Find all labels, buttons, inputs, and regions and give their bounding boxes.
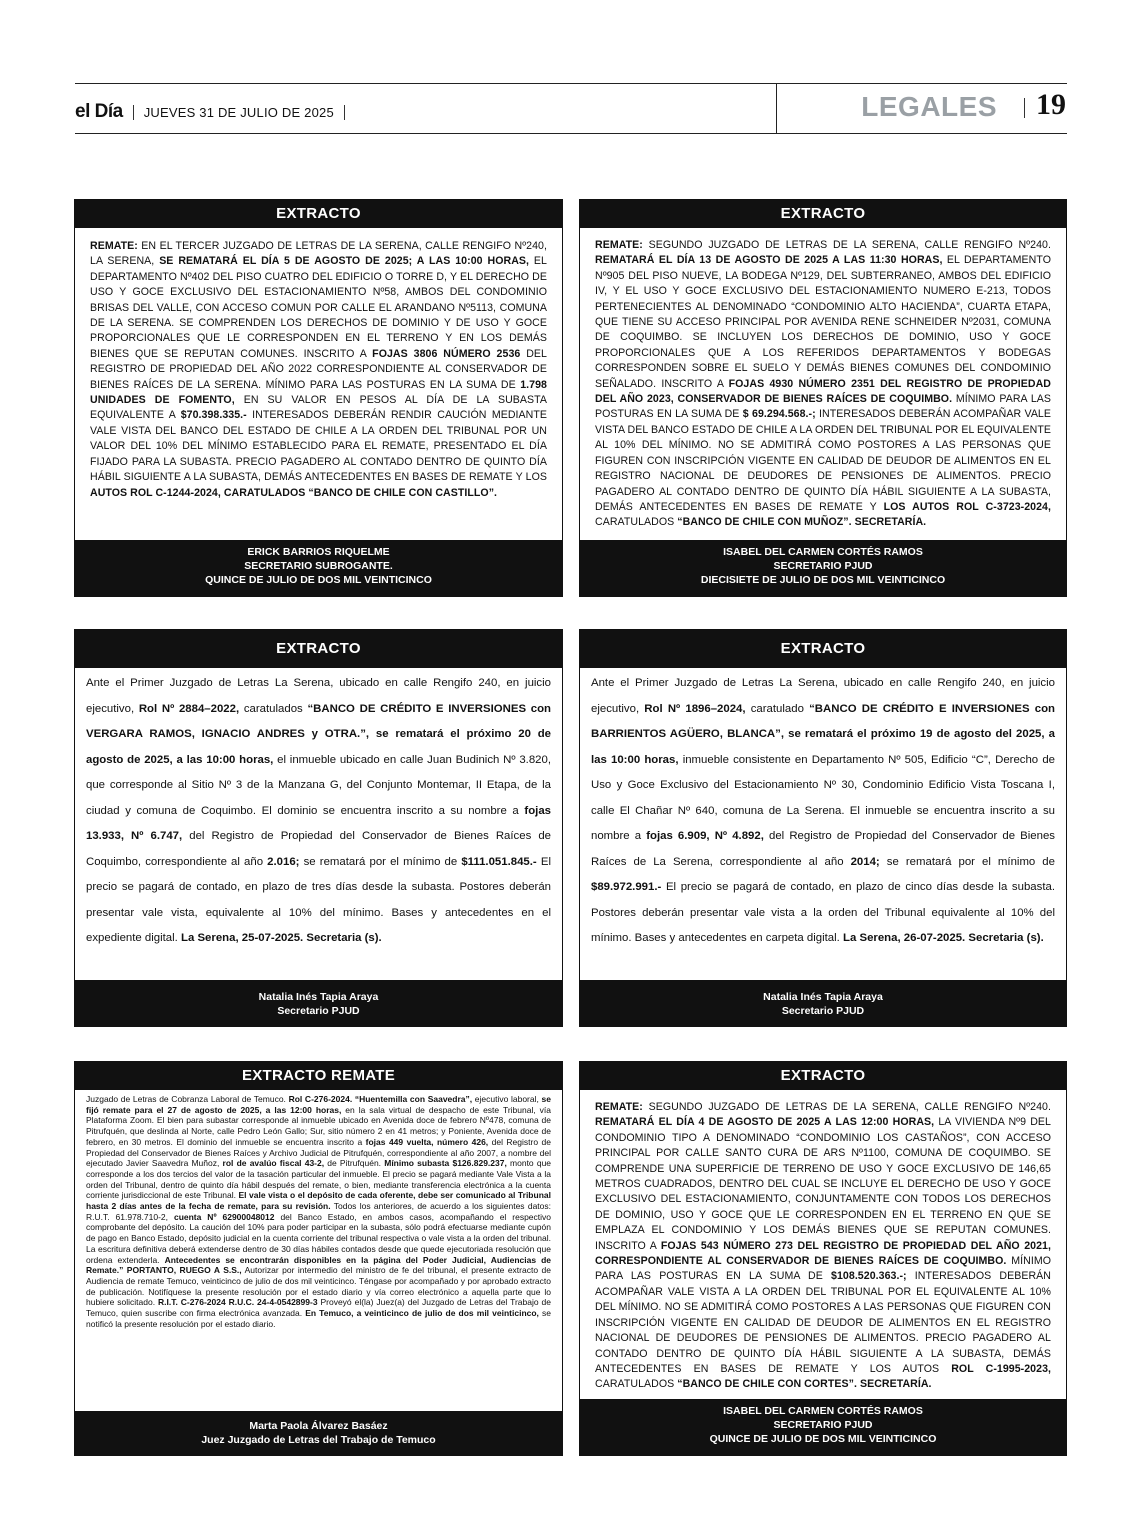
- notice-signature: [580, 1399, 1066, 1455]
- signatory-title: SECRETARIO PJUD: [773, 1419, 873, 1431]
- signatory-title: SECRETARIO PJUD: [773, 560, 873, 572]
- legal-notice: [579, 1061, 1067, 1456]
- notice-signature: [75, 980, 562, 1026]
- notice-title: EXTRACTO REMATE: [75, 1062, 562, 1090]
- signatory-title: Secretario PJUD: [277, 1005, 360, 1017]
- issue-date: JUEVES 31 DE JULIO DE 2025: [143, 104, 334, 120]
- notice-body: REMATE: EN EL TERCER JUZGADO DE LETRAS DE LA SERENA, CALLE RENGIFO Nº240, LA SERENA, SE REMATARÁ EL DÍA 5 DE AGOSTO DE 2025; A LAS 10:00 HORAS, EL DEPARTAMENTO Nº402 DEL PISO CUATRO DEL EDIFICIO O TORRE D, Y EL DERECHO DE USO Y GOCE EXCLUSIVO DEL ESTACIONAMIENTO Nº58, AMBOS DEL CONDOMINIO BRISAS DEL VALLE, CON ACCESO COMUN POR CALLE EL ARANDANO Nº5113, COMUNA DE LA SERENA. SE COMPRENDEN LOS DERECHOS DE DOMINIO Y DE USO Y GOCE PROPORCIONALES QUE LE CORRESPONDEN EN EL TERRENO Y EN LOS DEMÁS BIENES QUE SE REPUTAN COMUNES. INSCRITO A FOJAS 3806 NÚMERO 2536 DEL REGISTRO DE PROPIEDAD DEL AÑO 2022 CORRESPONDIENTE AL CONSERVADOR DE BIENES RAÍCES DE LA SERENA. MÍNIMO PARA LAS POSTURAS EN LA SUMA DE 1.798 UNIDADES DE FOMENTO, EN SU VALOR EN PESOS AL DÍA DE LA SUBASTA EQUIVALENTE A $70.398.335.- INTERESADOS DEBERÁN RENDIR CAUCIÓN MEDIANTE VALE VISTA DEL BANCO DEL ESTADO DE CHILE A LA ORDEN DEL TRIBUNAL POR UN VALOR DEL 10% DEL MÍNIMO ESTABLECIDO PARA EL REMATE, PRESENTADO EL DÍA FIJADO PARA LA SUBASTA. PRECIO PAGADERO AL CONTADO DENTRO DE QUINTO DÍA HÁBIL SIGUIENTE A LA SUBASTA, DEMÁS ANTECEDENTES EN BASES DE REMATE Y LOS AUTOS ROL C-1244-2024, CARATULADOS “BANCO DE CHILE CON CASTILLO”.: [90, 240, 547, 499]
- legal-notice: [579, 199, 1067, 597]
- page-number: 19: [1036, 88, 1066, 121]
- signatory-name: Natalia Inés Tapia Araya: [763, 991, 883, 1003]
- notice-body: REMATE: SEGUNDO JUZGADO DE LETRAS DE LA SERENA, CALLE RENGIFO Nº240. REMATARÁ EL DÍA 13 DE AGOSTO DE 2025 A LAS 11:30 HORAS, EL DEPARTAMENTO Nº905 DEL PISO NUEVE, LA BODEGA Nº129, DEL SUBTERRANEO, AMBOS DEL EDIFICIO IV, Y EL USO Y GOCE EXCLUSIVO DEL ESTACIONAMIENTO NUMERO E-213, TODOS PERTENECIENTES AL DENOMINADO “CONDOMINIO ALTO HACIENDA”, CUARTA ETAPA, QUE TIENE SU ACCESO PRINCIPAL POR AVENIDA RENE SCHNEIDER Nº2031, COMUNA DE COQUIMBO. SE INCLUYEN LOS DERECHOS DE DOMINIO, USO Y GOCE PROPORCIONALES QUE A LOS REFERIDOS DEPARTAMENTOS Y BODEGAS CORRESPONDEN SOBRE EL SUELO Y DEMÁS BIENES COMUNES DEL CONDOMINIO SEÑALADO. INSCRITO A FOJAS 4930 NÚMERO 2351 DEL REGISTRO DE PROPIEDAD DEL AÑO 2023, CONSERVADOR DE BIENES RAÍCES DE COQUIMBO. MÍNIMO PARA LAS POSTURAS EN LA SUMA DE $ 69.294.568.-; INTERESADOS DEBERÁN ACOMPAÑAR VALE VISTA DEL BANCO ESTADO DE CHILE A LA ORDEN DEL TRIBUNAL POR EL EQUIVALENTE AL 10% DEL MÍNIMO. NO SE ADMITIRÁ COMO POSTORES A LAS PERSONAS QUE FIGUREN CON INSCRIPCIÓN VIGENTE EN CALIDAD DE DEUDOR DE ALIMENTOS EN EL REGISTRO NACIONAL DE DEUDORES DE PENSIONES DE ALIMENTOS. PRECIO PAGADERO AL CONTADO DENTRO DE QUINTO DÍA HÁBIL SIGUIENTE A LA SUBASTA, DEMÁS ANTECEDENTES EN BASES DE REMATE Y LOS AUTOS ROL C-3723-2024, CARATULADOS “BANCO DE CHILE CON MUÑOZ”. SECRETARÍA.: [595, 239, 1052, 529]
- notice-title: EXTRACTO: [580, 630, 1066, 668]
- legal-notice: [74, 1061, 563, 1456]
- notice-body: Ante el Primer Juzgado de Letras La Serena, ubicado en calle Rengifo 240, en juicio ejecutivo, Rol Nº 2884–2022, caratulados “BANCO DE CRÉDITO E INVERSIONES con VERGARA RAMOS, IGNACIO ANDRES y OTRA.”, se rematará el próximo 20 de agosto de 2025, a las 10:00 horas, el inmueble ubicado en calle Juan Budinich Nº 3.820, que corresponde al Sitio Nº 3 de la Manzana G, del Conjunto Montemar, II Etapa, de la ciudad y comuna de Coquimbo. El dominio se encuentra inscrito a su nombre a fojas 13.933, Nº 6.747, del Registro de Propiedad del Conservador de Bienes Raíces de Coquimbo, correspondiente al año 2.016; se rematará por el mínimo de $111.051.845.- El precio se pagará de contado, en plazo de tres días desde la subasta. Postores deberán presentar vale vista, equivalente al 10% del mínimo. Bases y antecedentes en el expediente digital. La Serena, 25-07-2025. Secretaria (s).: [86, 677, 552, 944]
- masthead-separator: [133, 105, 134, 120]
- signatory-name: Marta Paola Álvarez Basáez: [249, 1420, 388, 1432]
- legal-notice: [579, 629, 1067, 1027]
- notice-title: EXTRACTO: [580, 1062, 1066, 1090]
- signatory-title: Juez Juzgado de Letras del Trabajo de Temuco: [201, 1434, 436, 1446]
- legal-notice: [74, 629, 563, 1027]
- page-number-separator: [1024, 98, 1025, 118]
- notice-title: EXTRACTO: [75, 200, 562, 228]
- header-divider: [776, 83, 777, 133]
- masthead-separator: [344, 105, 345, 120]
- header-bottom-rule: [75, 133, 1067, 134]
- notice-signature: [75, 1411, 562, 1455]
- signature-date: DIECISIETE DE JULIO DE DOS MIL VEINTICINCO: [700, 574, 946, 586]
- notice-signature: [75, 540, 562, 596]
- signatory-title: Secretario PJUD: [781, 1005, 865, 1017]
- signatory-name: ERICK BARRIOS RIQUELME: [247, 546, 390, 558]
- notice-body: REMATE: SEGUNDO JUZGADO DE LETRAS DE LA SERENA, CALLE RENGIFO Nº240. REMATARÁ EL DÍA 4 DE AGOSTO DE 2025 A LAS 12:00 HORAS, LA VIVIENDA Nº9 DEL CONDOMINIO TIPO A DENOMINADO “CONDOMINIO LOS CASTAÑOS”, CON ACCESO PRINCIPAL POR CALLE SANTO CURA DE ARS Nº1100, COMUNA DE COQUIMBO. SE COMPRENDE UNA SUPERFICIE DE TERRENO DE USO Y GOCE EXCLUSIVO DE 146,65 METROS CUADRADOS, DENTRO DEL CUAL SE INCLUYE EL DERECHO DE USO Y GOCE EXCLUSIVO DEL ESTACIONAMIENTO, CONJUNTAMENTE CON TODOS LOS DERECHOS DE DOMINIO, USO Y GOCE QUE LE CORRESPONDEN EN EL TERRENO EN QUE SE EMPLAZA EL CONDOMINIO Y LOS DEMÁS BIENES QUE SE REPUTAN COMUNES. INSCRITO A FOJAS 543 NÚMERO 273 DEL REGISTRO DE PROPIEDAD DEL AÑO 2021, CORRESPONDIENTE AL CONSERVADOR DE BIENES RAÍCES DE COQUIMBO. MÍNIMO PARA LAS POSTURAS EN LA SUMA DE $108.520.363.-; INTERESADOS DEBERÁN ACOMPAÑAR VALE VISTA A LA ORDEN DEL TRIBUNAL POR EL EQUIVALENTE AL 10% DEL MÍNIMO. NO SE ADMITIRÁ COMO POSTORES A LAS PERSONAS QUE FIGUREN CON INSCRIPCIÓN VIGENTE EN CALIDAD DE DEUDOR DE ALIMENTOS EN EL REGISTRO NACIONAL DE DEUDORES DE PENSIONES DE ALIMENTOS. PRECIO PAGADERO AL CONTADO DENTRO DE QUINTO DÍA HÁBIL SIGUIENTE A LA SUBASTA, DEMÁS ANTECEDENTES EN BASES DE REMATE Y LOS AUTOS ROL C-1995-2023, CARATULADOS “BANCO DE CHILE CON CORTES”. SECRETARÍA.: [595, 1101, 1051, 1391]
- masthead: [75, 100, 355, 124]
- signature-date: QUINCE DE JULIO DE DOS MIL VEINTICINCO: [205, 574, 432, 586]
- notice-body: Ante el Primer Juzgado de Letras La Serena, ubicado en calle Rengifo 240, en juicio ejecutivo, Rol Nº 1896–2024, caratulado “BANCO DE CRÉDITO E INVERSIONES con BARRIENTOS AGÜERO, BLANCA”, se rematará el próximo 19 de agosto del 2025, a las 10:00 horas, inmueble consistente en Departamento Nº 505, Edificio “C”, Derecho de Uso y Goce Exclusivo del Estacionamiento Nº 30, Condominio Edificio Vista Toscana I, calle El Chañar Nº 640, comuna de La Serena. El inmueble se encuentra inscrito a su nombre a fojas 6.909, Nº 4.892, del Registro de Propiedad del Conservador de Bienes Raíces de La Serena, correspondiente al año 2014; se rematará por el mínimo de $89.972.991.- El precio se pagará de contado, en plazo de cinco días desde la subasta. Postores deberán presentar vale vista a la orden del Tribunal equivalente al 10% del mínimo. Bases y antecedentes en carpeta digital. La Serena, 26-07-2025. Secretaria (s).: [591, 677, 1055, 944]
- section-title: LEGALES: [861, 91, 997, 122]
- notice-title: EXTRACTO: [75, 630, 562, 668]
- header-top-rule: [75, 83, 1067, 84]
- notice-signature: [580, 540, 1066, 596]
- signatory-title: SECRETARIO SUBROGANTE.: [244, 560, 393, 572]
- notice-title: EXTRACTO: [580, 200, 1066, 228]
- signature-date: QUINCE DE JULIO DE DOS MIL VEINTICINCO: [709, 1433, 937, 1445]
- signatory-name: Natalia Inés Tapia Araya: [258, 991, 379, 1003]
- notice-body: Juzgado de Letras de Cobranza Laboral de Temuco. Rol C-276-2024. “Huentemilla con Saavedra”, ejecutivo laboral, se fijó remate para el 27 de agosto de 2025, a las 12:00 horas, en la sala virtual de despacho de este Tribunal, vía Plataforma Zoom. El bien para subastar corresponde al inmueble ubicado en Avenida doce de febrero Nº478, comuna de Pitrufquén, que deslinda al Norte, calle Pedro León Gallo; Sur, sitio número 2 en 41 metros; y Poniente, Avenida doce de febrero, en 30 metros. El dominio del inmueble se encuentra inscrito a fojas 449 vuelta, número 426, del Registro de Propiedad del Conservador de Bienes Raíces y Archivo Judicial de Pitrufquén, correspondiente al año 2007, a nombre del ejecutado Javier Saavedra Muñoz, rol de avalúo fiscal 43-2, de Pitrufquén. Mínimo subasta $126.829.237, monto que corresponde a los dos tercios del valor de la tasación particular del inmueble. El precio se pagará mediante Vale Vista a la orden del Tribunal, dentro de quinto día hábil después del remate, o bien, mediante transferencia electrónica a la cuenta corriente jurisdiccional de este Tribunal. El vale vista o el depósito de cada oferente, debe ser comunicado al Tribunal hasta 2 días antes de la fecha de remate, para su revisión. Todos los anteriores, de acuerdo a los siguientes datos: R.U.T. 61.978.710-2, cuenta Nº 62900048012 del Banco Estado, en ambos casos, acompañando el respectivo comprobante del depósito. La caución del 10% para poder participar en la subasta, sólo podrá efectuarse mediante cupón de pago en Banco Estado, depósito judicial en la cuenta corriente del tribunal respectiva o vale vista a la orden del tribunal. La escritura definitiva deberá extenderse dentro de 30 días hábiles contados desde que quede ejecutoriada resolución que ordena extenderla. Antecedentes se encontrarán disponibles en la página del Poder Judicial, Audiencias de Remate.” PORTANTO, RUEGO A S.S., Autorizar por intermedio del ministro de fe del tribunal, el presente extracto de Audiencia de remate Temuco, veinticinco de julio de dos mil veinticinco. Téngase por acompañado y por aprobado extracto de publicación. Notifíquese la presente resolución por el estado diario y vía correo electrónico a aquella parte que lo hubiere solicitado. R.I.T. C-276-2024 R.U.C. 24-4-0542899-3 Proveyó el(la) Juez(a) del Juzgado de Letras del Trabajo de Temuco, quien suscribe con firma electrónica avanzada. En Temuco, a veinticinco de julio de dos mil veinticinco, se notificó la presente resolución por el estado diario.: [86, 1094, 552, 1329]
- signatory-name: ISABEL DEL CARMEN CORTÉS RAMOS: [723, 1405, 923, 1417]
- signatory-name: ISABEL DEL CARMEN CORTÉS RAMOS: [723, 546, 923, 558]
- notice-signature: [580, 980, 1066, 1026]
- newspaper-logo[interactable]: el Día: [75, 101, 123, 122]
- legal-notice: [74, 199, 563, 597]
